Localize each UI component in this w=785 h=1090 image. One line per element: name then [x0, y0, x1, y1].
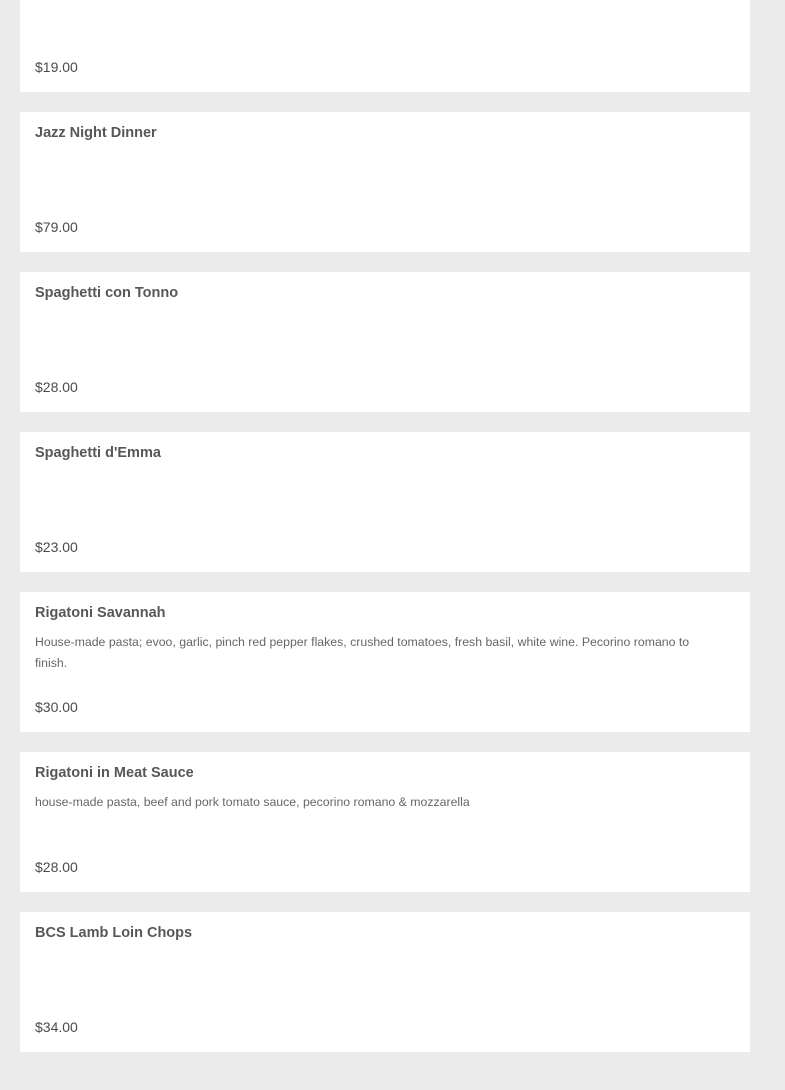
- menu-item-name: Rigatoni in Meat Sauce: [35, 765, 194, 781]
- menu-item-card[interactable]: [20, 0, 750, 92]
- menu-item-price: $23.00: [35, 539, 78, 555]
- menu-item-card[interactable]: [20, 592, 750, 732]
- menu-item-card[interactable]: [20, 912, 750, 1052]
- menu-item-price: $34.00: [35, 1019, 78, 1035]
- menu-item-card[interactable]: [20, 272, 750, 412]
- menu-item-price: $79.00: [35, 219, 78, 235]
- menu-item-description: house-made pasta, beef and pork tomato sauce, pecorino romano & mozzarella: [35, 795, 470, 809]
- menu-item-price: $19.00: [35, 59, 78, 75]
- menu-item-name: Rigatoni Savannah: [35, 605, 166, 621]
- menu-item-price: $28.00: [35, 379, 78, 395]
- menu-item-card[interactable]: [20, 432, 750, 572]
- menu-item-price: $28.00: [35, 859, 78, 875]
- menu-item-card[interactable]: [20, 752, 750, 892]
- menu-item-list: [20, 0, 750, 1072]
- menu-item-description: House-made pasta; evoo, garlic, pinch red pepper flakes, crushed tomatoes, fresh basil, white wine. Pecorino romano to finish.: [35, 635, 690, 670]
- menu-item-price: $30.00: [35, 699, 78, 715]
- menu-item-name: Jazz Night Dinner: [35, 125, 157, 141]
- menu-item-name: Spaghetti d'Emma: [35, 445, 161, 461]
- menu-item-card[interactable]: [20, 112, 750, 252]
- menu-item-name: BCS Lamb Loin Chops: [35, 925, 193, 941]
- menu-item-name: Spaghetti con Tonno: [35, 285, 179, 301]
